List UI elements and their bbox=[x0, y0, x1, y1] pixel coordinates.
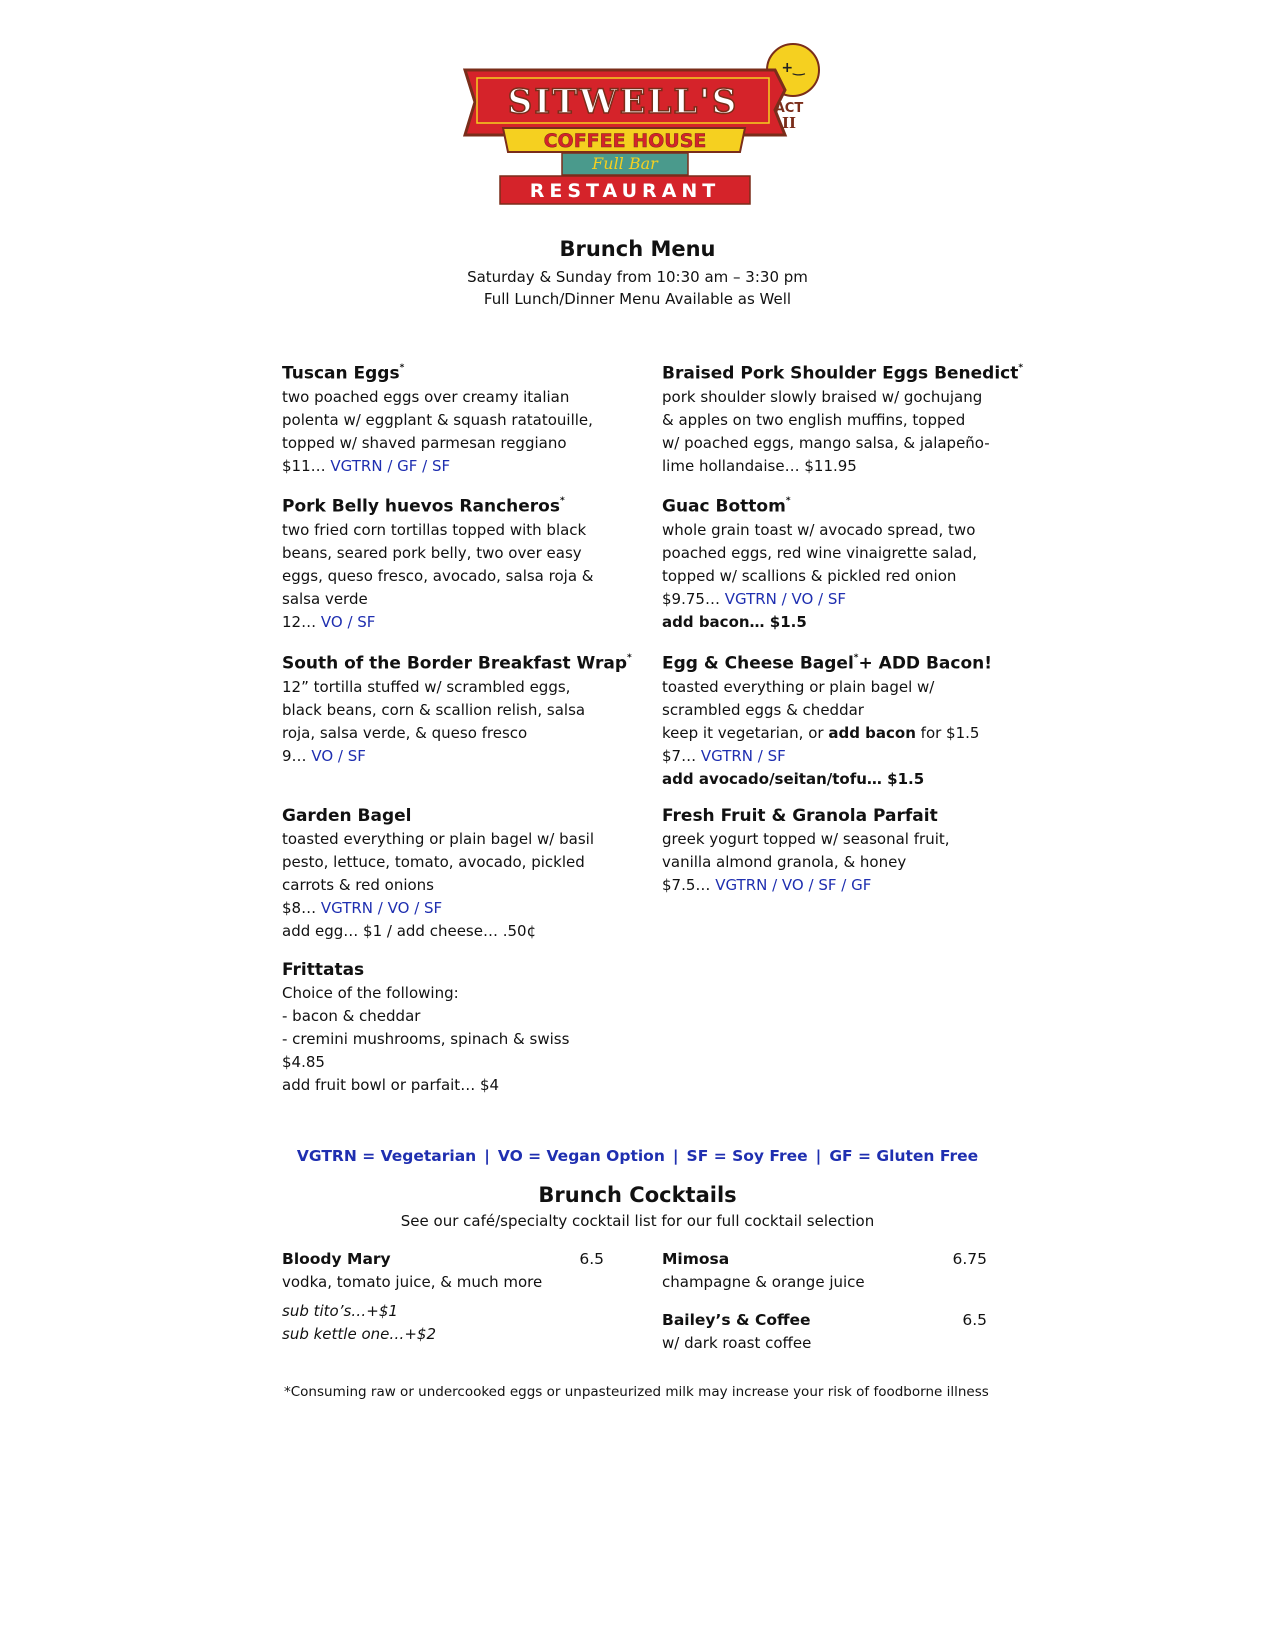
item-price-line: $8… VGTRN / VO / SF bbox=[282, 899, 443, 917]
diet-tags: VO / SF bbox=[311, 746, 366, 765]
page-title: Brunch Menu bbox=[559, 237, 716, 261]
item-desc-line: salsa verde bbox=[282, 589, 368, 608]
legend-item: VGTRN = Vegetarian bbox=[296, 1147, 477, 1165]
logo-act-text: ACT bbox=[774, 101, 804, 116]
menu-item-parfait bbox=[662, 804, 1002, 897]
cocktail-bloody-mary bbox=[282, 1248, 604, 1346]
diet-tags: VGTRN / GF / SF bbox=[330, 456, 451, 475]
item-desc-line: poached eggs, red wine vinaigrette salad, bbox=[662, 543, 977, 562]
cocktail-sub-option: sub tito’s…+$1 bbox=[282, 1302, 398, 1320]
legend-item: SF = Soy Free bbox=[686, 1147, 808, 1165]
menu-item-frittatas bbox=[282, 958, 622, 1097]
item-desc-line: w/ poached eggs, mango salsa, & jalapeño- bbox=[662, 433, 990, 452]
diet-legend: VGTRN = Vegetarian | VO = Vegan Option | SF = Soy Free | GF = Gluten Free bbox=[296, 1147, 979, 1165]
logo-graphic bbox=[455, 40, 825, 208]
item-desc-line: black beans, corn & scallion relish, salsa bbox=[282, 700, 586, 719]
logo-full-bar-text: Full Bar bbox=[592, 154, 658, 173]
logo-coffee-house-text: COFFEE HOUSE bbox=[543, 130, 707, 152]
menu-item-pork-belly-rancheros bbox=[282, 491, 622, 634]
menu-item-tuscan-eggs bbox=[282, 358, 622, 478]
diet-tags: VGTRN / SF bbox=[700, 746, 786, 765]
cocktail-baileys bbox=[662, 1309, 987, 1355]
item-price-line: $4.85 bbox=[282, 1053, 325, 1071]
item-addon: add fruit bowl or parfait… $4 bbox=[282, 1076, 500, 1094]
cocktails-title: Brunch Cocktails bbox=[538, 1183, 737, 1207]
item-desc-line: - bacon & cheddar bbox=[282, 1007, 421, 1025]
item-name: South of the Border Breakfast Wrap* bbox=[282, 653, 632, 674]
logo-brand-text: SITWELL'S bbox=[507, 82, 739, 122]
svg-text:+‿: +‿ bbox=[781, 60, 805, 76]
item-price-line: 12… VO / SF bbox=[282, 612, 376, 631]
cocktail-desc: w/ dark roast coffee bbox=[662, 1334, 812, 1352]
item-desc-line: whole grain toast w/ avocado spread, two bbox=[662, 520, 976, 539]
logo-restaurant-text: RESTAURANT bbox=[529, 180, 721, 202]
menu-item-guac-bottom bbox=[662, 491, 1002, 634]
item-price-line: $11… VGTRN / GF / SF bbox=[282, 456, 451, 475]
item-price-line: $7… VGTRN / SF bbox=[662, 746, 786, 765]
item-desc-line: beans, seared pork belly, two over easy bbox=[282, 543, 582, 562]
item-desc-line: Choice of the following: bbox=[282, 984, 459, 1002]
item-name: Pork Belly huevos Rancheros* bbox=[282, 496, 565, 517]
logo-act-number: II bbox=[781, 114, 797, 132]
item-addon: add bacon… $1.5 bbox=[662, 612, 807, 631]
cocktail-mimosa bbox=[662, 1248, 987, 1294]
item-desc-line: polenta w/ eggplant & squash ratatouille, bbox=[282, 410, 593, 429]
diet-tags: VGTRN / VO / SF bbox=[320, 899, 443, 917]
item-desc-line: & apples on two english muffins, topped bbox=[662, 410, 966, 429]
menu-note: Full Lunch/Dinner Menu Available as Well bbox=[483, 290, 792, 308]
diet-tags: VGTRN / VO / SF bbox=[724, 589, 847, 608]
item-desc-line: lime hollandaise… $11.95 bbox=[662, 456, 857, 475]
item-name: Braised Pork Shoulder Eggs Benedict* bbox=[662, 363, 1024, 384]
item-price-line: $9.75… VGTRN / VO / SF bbox=[662, 589, 847, 608]
item-desc-line: - cremini mushrooms, spinach & swiss bbox=[282, 1030, 570, 1048]
cocktail-desc: champagne & orange juice bbox=[662, 1273, 865, 1291]
cocktail-name: Bailey’s & Coffee 6.5 bbox=[662, 1309, 987, 1332]
cocktail-price: 6.5 bbox=[962, 1311, 987, 1329]
cocktail-price: 6.75 bbox=[952, 1250, 987, 1268]
item-price-line: $7.5… VGTRN / VO / SF / GF bbox=[662, 876, 872, 894]
item-name: Frittatas bbox=[282, 960, 365, 980]
menu-item-breakfast-wrap bbox=[282, 648, 632, 768]
cocktail-name: Mimosa 6.75 bbox=[662, 1248, 987, 1271]
item-addon: add egg… $1 / add cheese… .50¢ bbox=[282, 922, 537, 940]
item-name: Egg & Cheese Bagel*+ ADD Bacon! bbox=[662, 653, 993, 674]
item-desc-line: two fried corn tortillas topped with black bbox=[282, 520, 587, 539]
item-name: Fresh Fruit & Granola Parfait bbox=[662, 806, 938, 826]
cocktail-desc: vodka, tomato juice, & much more bbox=[282, 1273, 543, 1291]
menu-item-eggs-benedict bbox=[662, 358, 1024, 478]
cocktail-price: 6.5 bbox=[579, 1250, 604, 1268]
item-desc-line: roja, salsa verde, & queso fresco bbox=[282, 723, 528, 742]
item-desc-line: keep it vegetarian, or add bacon for $1.5 bbox=[662, 723, 980, 742]
food-safety-disclaimer: *Consuming raw or undercooked eggs or unpasteurized milk may increase your risk of foodborne illness bbox=[284, 1384, 989, 1400]
item-desc-line: toasted everything or plain bagel w/ bbox=[662, 677, 935, 696]
item-desc-line: pesto, lettuce, tomato, avocado, pickled bbox=[282, 853, 585, 871]
sitwells-logo bbox=[455, 40, 825, 208]
item-desc-line: pork shoulder slowly braised w/ gochujang bbox=[662, 387, 983, 406]
item-addon: add avocado/seitan/tofu… $1.5 bbox=[662, 769, 925, 788]
item-desc-line: toasted everything or plain bagel w/ basil bbox=[282, 830, 594, 848]
item-desc-line: topped w/ scallions & pickled red onion bbox=[662, 566, 957, 585]
item-desc-line: two poached eggs over creamy italian bbox=[282, 387, 570, 406]
item-desc-line: 12” tortilla stuffed w/ scrambled eggs, bbox=[282, 677, 571, 696]
item-name: Garden Bagel bbox=[282, 806, 412, 826]
item-desc-line: carrots & red onions bbox=[282, 876, 434, 894]
cocktails-subtitle: See our café/specialty cocktail list for our full cocktail selection bbox=[400, 1212, 875, 1230]
menu-item-egg-cheese-bagel bbox=[662, 648, 1002, 791]
brunch-hours: Saturday & Sunday from 10:30 am – 3:30 pm bbox=[467, 268, 808, 286]
menu-item-garden-bagel bbox=[282, 804, 622, 943]
item-name: Guac Bottom* bbox=[662, 496, 791, 517]
legend-item: GF = Gluten Free bbox=[829, 1147, 979, 1165]
cocktail-sub-option: sub kettle one…+$2 bbox=[282, 1325, 437, 1343]
diet-tags: VGTRN / VO / SF / GF bbox=[715, 876, 872, 894]
item-desc-line: eggs, queso fresco, avocado, salsa roja & bbox=[282, 566, 594, 585]
item-name: Tuscan Eggs* bbox=[282, 363, 405, 384]
item-price-line: 9… VO / SF bbox=[282, 746, 366, 765]
item-desc-line: scrambled eggs & cheddar bbox=[662, 700, 864, 719]
cocktail-name: Bloody Mary 6.5 bbox=[282, 1248, 604, 1271]
item-desc-line: topped w/ shaved parmesan reggiano bbox=[282, 433, 567, 452]
item-desc-line: vanilla almond granola, & honey bbox=[662, 853, 907, 871]
item-desc-line: greek yogurt topped w/ seasonal fruit, bbox=[662, 830, 950, 848]
legend-item: VO = Vegan Option bbox=[497, 1147, 665, 1165]
diet-tags: VO / SF bbox=[320, 612, 376, 631]
